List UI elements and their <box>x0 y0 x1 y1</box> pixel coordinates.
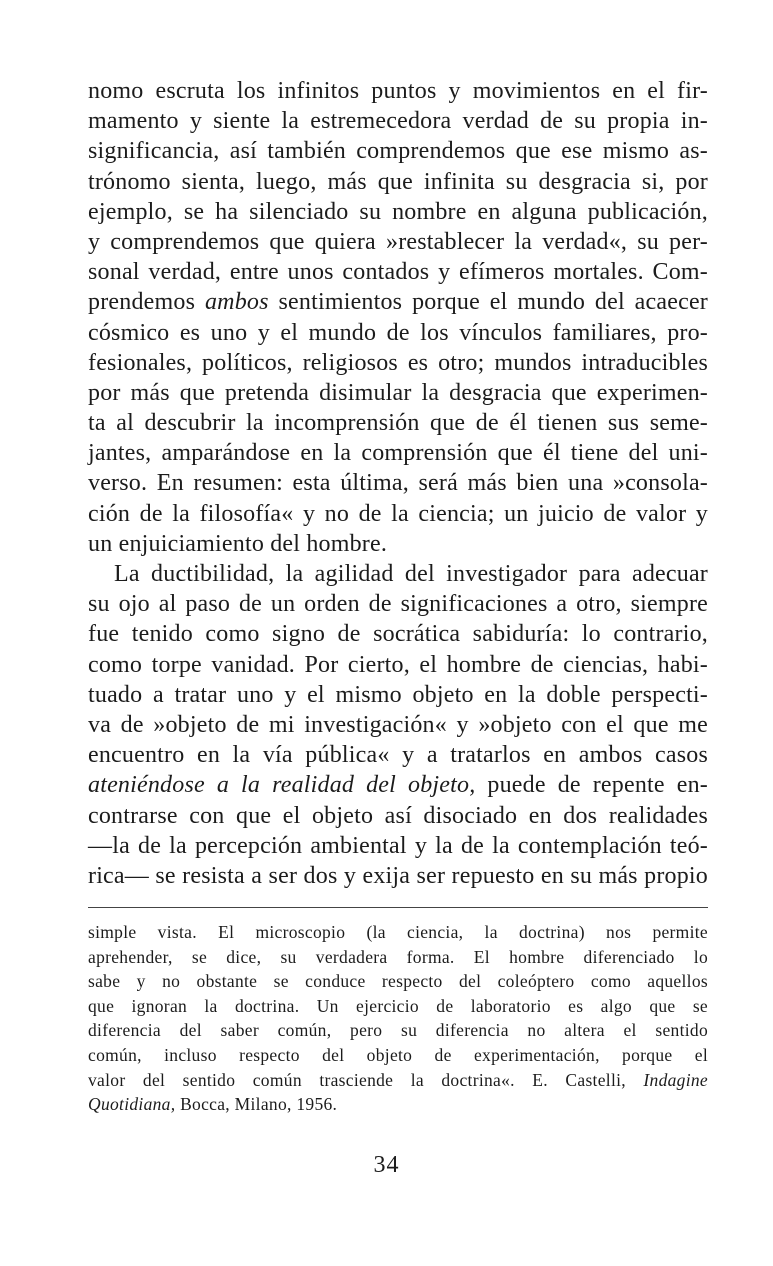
text-line <box>88 167 708 197</box>
text-segment: prendemos <box>88 289 205 316</box>
text-segment: sabe y no obstante se conduce respecto del coleóptero como aquellos <box>88 971 708 992</box>
text-segment: diferencia del saber común, pero su diferencia no altera el sentido <box>88 1020 708 1041</box>
text-line <box>88 106 708 136</box>
text-segment: Bocca, Milano, 1956. <box>175 1094 338 1115</box>
text-line <box>88 287 708 317</box>
italic-text: Indagine <box>643 1069 708 1090</box>
italic-text: ateniéndose a la realidad del objeto, <box>88 772 476 799</box>
text-line <box>88 499 708 529</box>
text-line <box>88 468 708 498</box>
text-segment: y comprendemos que quiera »restablecer la verdad«, su per- <box>88 228 708 255</box>
footnote-text <box>88 920 708 1117</box>
text-segment: fue tenido como signo de socrática sabiduría: lo contrario, <box>88 621 708 648</box>
text-segment: aprehender, se dice, su verdadera forma. El hombre diferenciado lo <box>88 946 708 967</box>
text-segment: jantes, amparándose en la comprensión que él tiene del uni- <box>88 440 708 467</box>
text-segment: significancia, así también comprendemos que ese mismo as- <box>88 138 708 165</box>
text-line <box>88 529 708 559</box>
footnote-line <box>88 1043 708 1068</box>
text-line <box>88 831 708 861</box>
footnote-line <box>88 1018 708 1043</box>
text-segment: sonal verdad, entre unos contados y efímeros mortales. Com- <box>88 259 708 286</box>
text-line <box>88 619 708 649</box>
italic-text: ambos <box>204 289 269 316</box>
text-line <box>88 378 708 408</box>
text-line <box>88 710 708 740</box>
text-line <box>88 227 708 257</box>
text-segment: trónomo sienta, luego, más que infinita su desgracia si, por <box>88 168 708 195</box>
text-line <box>88 197 708 227</box>
text-segment: común, incluso respecto del objeto de experimentación, porque el <box>88 1044 708 1065</box>
text-segment: ejemplo, se ha silenciado su nombre en alguna publicación, <box>88 198 708 225</box>
text-segment: mamento y siente la estremecedora verdad de su propia in- <box>88 108 708 135</box>
text-segment: nomo escruta los infinitos puntos y movimientos en el fir- <box>88 78 708 104</box>
main-text <box>88 76 708 891</box>
text-line <box>88 76 708 106</box>
text-segment: La ductibilidad, la agilidad del investigador para adecuar <box>114 561 708 587</box>
text-line <box>88 589 708 619</box>
italic-text: Quotidiana, <box>88 1094 176 1115</box>
text-line <box>88 680 708 710</box>
text-segment: como torpe vanidad. Por cierto, el hombre de ciencias, habi- <box>88 651 708 678</box>
text-line <box>88 438 708 468</box>
text-segment: tuado a tratar uno y el mismo objeto en la doble perspecti- <box>88 681 708 708</box>
text-segment: puede de repente en- <box>475 772 708 799</box>
text-segment: simple vista. El microscopio (la ciencia, la doctrina) nos permite <box>88 922 708 942</box>
text-segment: contrarse con que el objeto así disociado en dos realidades <box>88 802 708 829</box>
footnote-line <box>88 945 708 970</box>
text-line <box>88 318 708 348</box>
text-segment: que ignoran la doctrina. Un ejercicio de laboratorio es algo que se <box>88 995 708 1016</box>
footnote-line <box>88 1068 708 1093</box>
footnote-line <box>88 969 708 994</box>
text-segment: ción de la filosofía« y no de la ciencia; un juicio de valor y <box>88 500 708 527</box>
footnote-line <box>88 1092 708 1117</box>
text-segment: rica— se resista a ser dos y exija ser repuesto en su más propio <box>88 862 708 889</box>
text-segment: por más que pretenda disimular la desgracia que experimen- <box>88 379 708 406</box>
text-segment: cósmico es uno y el mundo de los vínculos familiares, pro- <box>88 319 708 346</box>
text-line <box>88 770 708 800</box>
text-line <box>88 348 708 378</box>
text-segment: fesionales, políticos, religiosos es otro; mundos intraducibles <box>88 349 708 376</box>
text-line <box>88 559 708 589</box>
footnote-line <box>88 994 708 1019</box>
text-segment: encuentro en la vía pública« y a tratarlos en ambos casos <box>88 742 708 769</box>
text-line <box>88 136 708 166</box>
text-segment: un enjuiciamiento del hombre. <box>88 530 388 557</box>
text-line <box>88 408 708 438</box>
footnote-line <box>88 920 708 945</box>
text-line <box>88 257 708 287</box>
text-line <box>88 740 708 770</box>
text-segment: va de »objeto de mi investigación« y »objeto con el que me <box>88 711 708 738</box>
text-line <box>88 650 708 680</box>
text-segment: verso. En resumen: esta última, será más bien una »consola- <box>88 470 708 497</box>
text-segment: valor del sentido común trasciende la doctrina«. E. Castelli, <box>88 1069 644 1090</box>
text-segment: ta al descubrir la incomprensión que de él tienen sus seme- <box>88 410 708 437</box>
footnote-divider <box>88 907 708 908</box>
text-line <box>88 801 708 831</box>
text-segment: sentimientos porque el mundo del acaecer <box>268 289 708 316</box>
text-line <box>88 861 708 891</box>
page-number: 34 <box>373 1152 400 1178</box>
text-segment: su ojo al paso de un orden de significaciones a otro, siempre <box>88 591 708 618</box>
text-segment: —la de la percepción ambiental y la de la contemplación teó- <box>88 832 708 859</box>
